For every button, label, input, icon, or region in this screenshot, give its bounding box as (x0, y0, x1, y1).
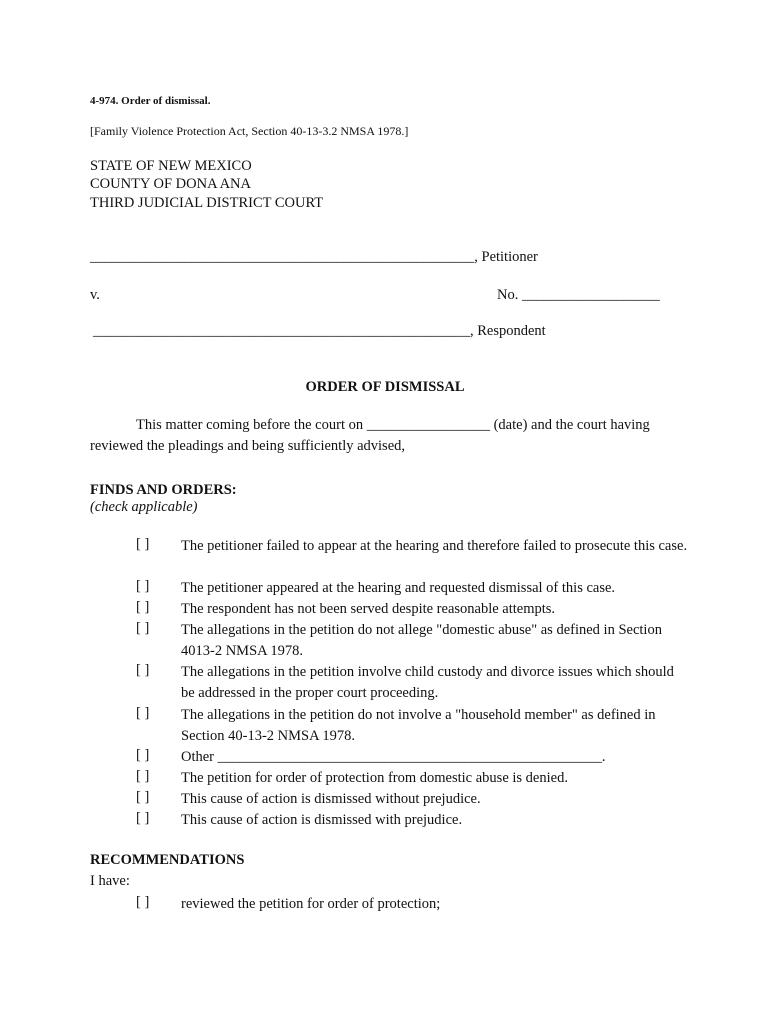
recommendation-text: reviewed the petition for order of protection; (181, 896, 441, 912)
finding-text: Other _____________________________________________________. (181, 749, 606, 765)
case-number-field: No. ___________________ (497, 287, 660, 303)
court-county: COUNTY OF DONA ANA (90, 176, 251, 192)
petitioner-field: _____________________________________________________, Petitioner (90, 249, 538, 265)
finds-subheading: (check applicable) (90, 499, 198, 515)
court-state: STATE OF NEW MEXICO (90, 158, 252, 174)
checkbox[interactable]: [ ] (136, 747, 150, 763)
checkbox[interactable]: [ ] (136, 620, 150, 636)
rule-note: [Family Violence Protection Act, Section 40-13-3.2 NMSA 1978.] (90, 124, 409, 138)
recommendations-heading: RECOMMENDATIONS (90, 852, 245, 868)
checkbox[interactable]: [ ] (136, 578, 150, 594)
finding-text: The respondent has not been served despite reasonable attempts. (181, 601, 556, 617)
versus-label: v. (90, 287, 100, 303)
checkbox[interactable]: [ ] (136, 705, 150, 721)
court-name: THIRD JUDICIAL DISTRICT COURT (90, 195, 324, 211)
checkbox[interactable]: [ ] (136, 599, 150, 615)
finding-text: The petitioner appeared at the hearing and requested dismissal of this case. (181, 580, 616, 596)
finding-text: This cause of action is dismissed without prejudice. (181, 791, 481, 807)
finding-text: The allegations in the petition do not allege "domestic abuse" as defined in Section 4013-2 NMSA 1978. (181, 622, 662, 659)
respondent-field: ____________________________________________________, Respondent (93, 323, 546, 339)
checkbox[interactable]: [ ] (136, 789, 150, 805)
checkbox[interactable]: [ ] (136, 662, 150, 678)
checkbox[interactable]: [ ] (136, 810, 150, 826)
intro-line-2: reviewed the pleadings and being sufficiently advised, (90, 438, 406, 454)
finding-text: The petitioner failed to appear at the hearing and therefore failed to prosecute this case. (181, 538, 688, 554)
recommendations-subheading: I have: (90, 873, 130, 889)
checkbox[interactable]: [ ] (136, 536, 150, 552)
finding-text: This cause of action is dismissed with prejudice. (181, 812, 463, 828)
checkbox[interactable]: [ ] (136, 894, 150, 910)
checkbox[interactable]: [ ] (136, 768, 150, 784)
order-title: ORDER OF DISMISSAL (305, 379, 465, 395)
finding-text: The allegations in the petition do not involve a "household member" as defined in Section 40-13-2 NMSA 1978. (181, 707, 656, 744)
intro-line-1: This matter coming before the court on _________________ (date) and the court having (136, 417, 650, 433)
finding-text: The petition for order of protection from domestic abuse is denied. (181, 770, 568, 786)
finds-heading: FINDS AND ORDERS: (90, 482, 237, 498)
finding-text: The allegations in the petition involve child custody and divorce issues which should be addressed in the proper court proceeding. (181, 664, 674, 701)
rule-title: 4-974. Order of dismissal. (90, 95, 211, 107)
